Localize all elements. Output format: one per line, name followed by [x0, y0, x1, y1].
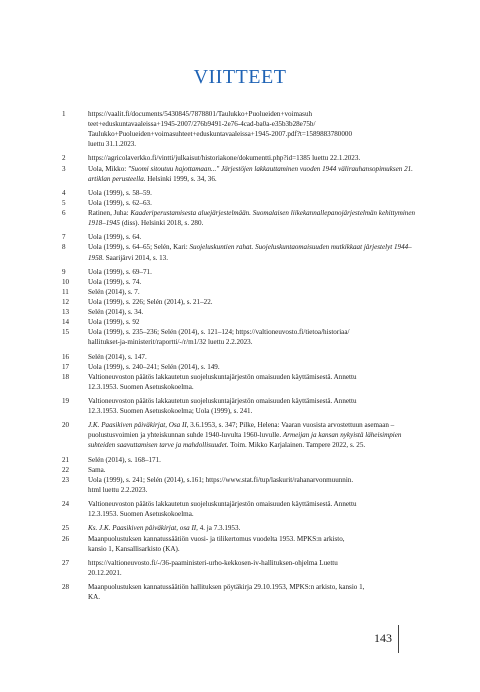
endnote-item	[62, 277, 422, 287]
endnote-italic-text: Suojeluskuntien rahat. Suojeluskuntaomaisuuden mutkikkaat järjestelyt 1944–1958.	[88, 243, 412, 262]
endnote-text: Selén (2014), s. 147.	[88, 352, 147, 361]
endnote-text: Uola (1999), s. 74.	[88, 277, 142, 286]
endnote-number: 11	[62, 287, 69, 296]
endnote-text-part: Saarijärvi 2014, s. 13.	[103, 253, 168, 262]
endnote-item	[62, 534, 422, 554]
page-title: VIITTEET	[193, 66, 287, 88]
endnote-number: 13	[62, 308, 70, 317]
endnote-item	[62, 242, 422, 262]
endnote-item	[62, 327, 422, 347]
endnote-number: 14	[62, 318, 70, 327]
endnote-text: Maanpuolustuksen kannatussäätiön vuosi- ja tilikertomus vuodelta 1953. MPKS:n arkisto, kansio 1, Kansallisarkisto (KA).	[88, 534, 345, 553]
endnote-item	[62, 287, 422, 297]
endnote-italic-text: Armeijan ja kansan nykyistä läheisimpien suhteiden saavuttamisen tarve ja mahdollisuudet.	[88, 431, 402, 450]
endnote-item	[62, 582, 422, 602]
endnote-text-part: Uola, Mikko:	[88, 164, 128, 173]
endnote-number: 18	[62, 372, 70, 381]
endnote-item	[62, 267, 422, 277]
endnote-text: Valtioneuvoston päätös lakkautetun suojeluskuntajärjestön omaisuuden käyttämisestä. Annettu 12.3.1953. Suomen Asetuskokoelma.	[88, 372, 357, 391]
endnote-number: 7	[62, 233, 66, 242]
endnote-item	[62, 475, 422, 495]
endnote-number: 23	[62, 475, 70, 484]
endnote-text: Selén (2014), s. 7.	[88, 287, 140, 296]
endnote-item	[62, 297, 422, 307]
endnote-text-part: 3.6.1953, s. 347; Pilke, Helena: Vaaran vuosista arvostettuun asemaan – puolustusvoimien ja yhteiskunnan suhde 1940-luvulta 1960-luvulle.	[88, 421, 395, 440]
endnote-item	[62, 153, 422, 163]
endnote-text-part: Toim. Mikko Karjalainen. Tampere 2022, s. 25.	[228, 441, 366, 450]
endnote-text: Valtioneuvoston päätös lakkautetun suojeluskuntajärjestön omaisuuden käyttämisestä. Annettu 12.3.1953. Suomen Asetuskokoelma; Uola (1999), s. 241.	[88, 397, 357, 416]
footer-rule	[398, 625, 399, 653]
endnote-item	[62, 198, 422, 208]
endnote-text: Uola (1999), s. 62–63.	[88, 198, 152, 207]
endnote-number: 28	[62, 583, 70, 592]
endnote-text: Uola (1999), s. 64.	[88, 233, 142, 242]
endnote-number: 20	[62, 421, 70, 430]
endnote-number: 9	[62, 267, 66, 276]
endnote-number: 27	[62, 558, 70, 567]
endnote-text: Valtioneuvoston päätös lakkautetun suojeluskuntajärjestön omaisuuden käyttämisestä. Annettu 12.3.1953. Suomen Asetuskokoelma.	[88, 500, 357, 519]
endnote-text-part: (diss). Helsinki 2018, s. 280.	[119, 219, 204, 228]
endnote-text	[88, 523, 422, 533]
endnote-text: https://agricolaverkko.fi/vintti/julkaisut/historiakone/dokumentti.php?id=1385 luettu 22.1.2023.	[88, 154, 361, 163]
endnote-text: https://vaalit.fi/documents/5430845/7878801/Taulukko+Puolueiden+voimasuh teet+eduskuntavaaleissa+1945-2007/276b9491-2e76-4cad-ba0a-e35b3b28e75b/ Taulukko+Puolueiden+voimasuhteet+eduskuntavaaleissa+1945-2007.pdf?t=1589883780000 luettu 31.1.2023.	[88, 110, 352, 149]
endnote-italic-text: Kaaderiperustamisesta aluejärjestelmään. Suomalaisen liikekannallepanojärjestelmän kehittyminen 1918–1945	[88, 209, 416, 228]
endnote-number: 1	[62, 110, 66, 118]
endnotes-list	[62, 109, 422, 602]
endnote-text: Uola (1999), s. 241; Selén (2014), s.161; https://www.stat.fi/tup/laskurit/rahanarvonmuunnin. html luettu 2.2.2023.	[88, 475, 354, 494]
endnote-number: 12	[62, 297, 70, 306]
endnote-text: Selén (2014), s. 168–171.	[88, 455, 161, 464]
endnote-text: Selén (2014), s. 34.	[88, 308, 144, 317]
endnote-number: 25	[62, 524, 70, 533]
endnote-text	[88, 242, 422, 262]
endnote-italic-text: J.K. Paasikiven päiväkirjat, Osa II,	[88, 421, 189, 430]
endnote-text: Uola (1999), s. 235–236; Selén (2014), s. 121–124; https://valtioneuvosto.fi/tietoa/historiaa/ hallitukset-ja-ministerit/raportti/-/r/m1/32 luettu 2.2.2023.	[88, 328, 350, 347]
endnote-italic-text: "Suomi sitoutuu hajottamaan..." Järjestöjen lakkauttaminen vuoden 1944 välirauhansopimuksen 21. artiklan perusteella.	[88, 164, 413, 183]
page-number: 143	[374, 631, 392, 645]
endnote-text	[88, 164, 422, 184]
endnote-text	[88, 208, 422, 228]
endnote-text: Uola (1999), s. 58–59.	[88, 188, 152, 197]
endnote-item	[62, 307, 422, 317]
endnote-number: 19	[62, 397, 70, 405]
endnote-number: 16	[62, 352, 70, 361]
endnote-item	[62, 499, 422, 519]
endnote-item	[62, 232, 422, 242]
endnote-item	[62, 372, 422, 392]
endnote-item	[62, 317, 422, 327]
endnote-number: 5	[62, 198, 66, 207]
endnote-number: 22	[62, 465, 70, 474]
endnote-item	[62, 523, 422, 533]
endnote-text-part: Uola (1999), s. 64–65; Selén, Kari:	[88, 243, 190, 252]
endnote-number: 4	[62, 188, 66, 197]
endnote-item	[62, 109, 422, 149]
endnote-number: 10	[62, 277, 70, 286]
endnote-item	[62, 352, 422, 362]
endnote-item	[62, 188, 422, 198]
endnote-text: Uola (1999), s. 240–241; Selén (2014), s. 149.	[88, 362, 220, 371]
endnote-item	[62, 362, 422, 372]
endnote-text: Sama.	[88, 465, 106, 474]
endnote-text	[88, 420, 422, 450]
endnote-item	[62, 558, 422, 578]
endnote-number: 3	[62, 164, 66, 173]
endnote-text-part: 4. ja 7.3.1953.	[197, 524, 241, 533]
endnote-text: Uola (1999), s. 69–71.	[88, 267, 152, 276]
endnote-italic-text: Ks. J.K. Paasikiven päiväkirjat, osa II,	[88, 524, 198, 533]
endnote-item	[62, 420, 422, 450]
endnote-number: 15	[62, 328, 70, 337]
endnote-text-part: Helsinki 1999, s. 34, 36.	[145, 174, 217, 183]
endnote-text: https://valtioneuvosto.fi/-/36-paaministeri-urho-kekkosen-iv-hallituksen-ohjelma Luettu 20.12.2021.	[88, 558, 338, 577]
endnote-item	[62, 164, 422, 184]
endnote-number: 6	[62, 209, 66, 218]
endnote-number: 26	[62, 534, 70, 543]
endnote-number: 21	[62, 455, 70, 464]
endnote-number: 8	[62, 243, 66, 252]
endnote-item	[62, 465, 422, 475]
endnote-text: Uola (1999), s. 226; Selén (2014), s. 21–22.	[88, 297, 213, 306]
endnote-item	[62, 396, 422, 416]
endnote-number: 2	[62, 154, 66, 163]
endnote-item	[62, 455, 422, 465]
endnote-text: Maanpuolustuksen kannatussäätiön hallituksen pöytäkirja 29.10.1953, MPKS:n arkisto, kansio 1, KA.	[88, 583, 365, 602]
endnote-number: 24	[62, 500, 70, 509]
endnote-number: 17	[62, 362, 70, 371]
endnote-text-part: Ratinen, Juha:	[88, 209, 131, 218]
endnote-item	[62, 208, 422, 228]
endnote-text: Uola (1999), s. 92	[88, 318, 140, 327]
